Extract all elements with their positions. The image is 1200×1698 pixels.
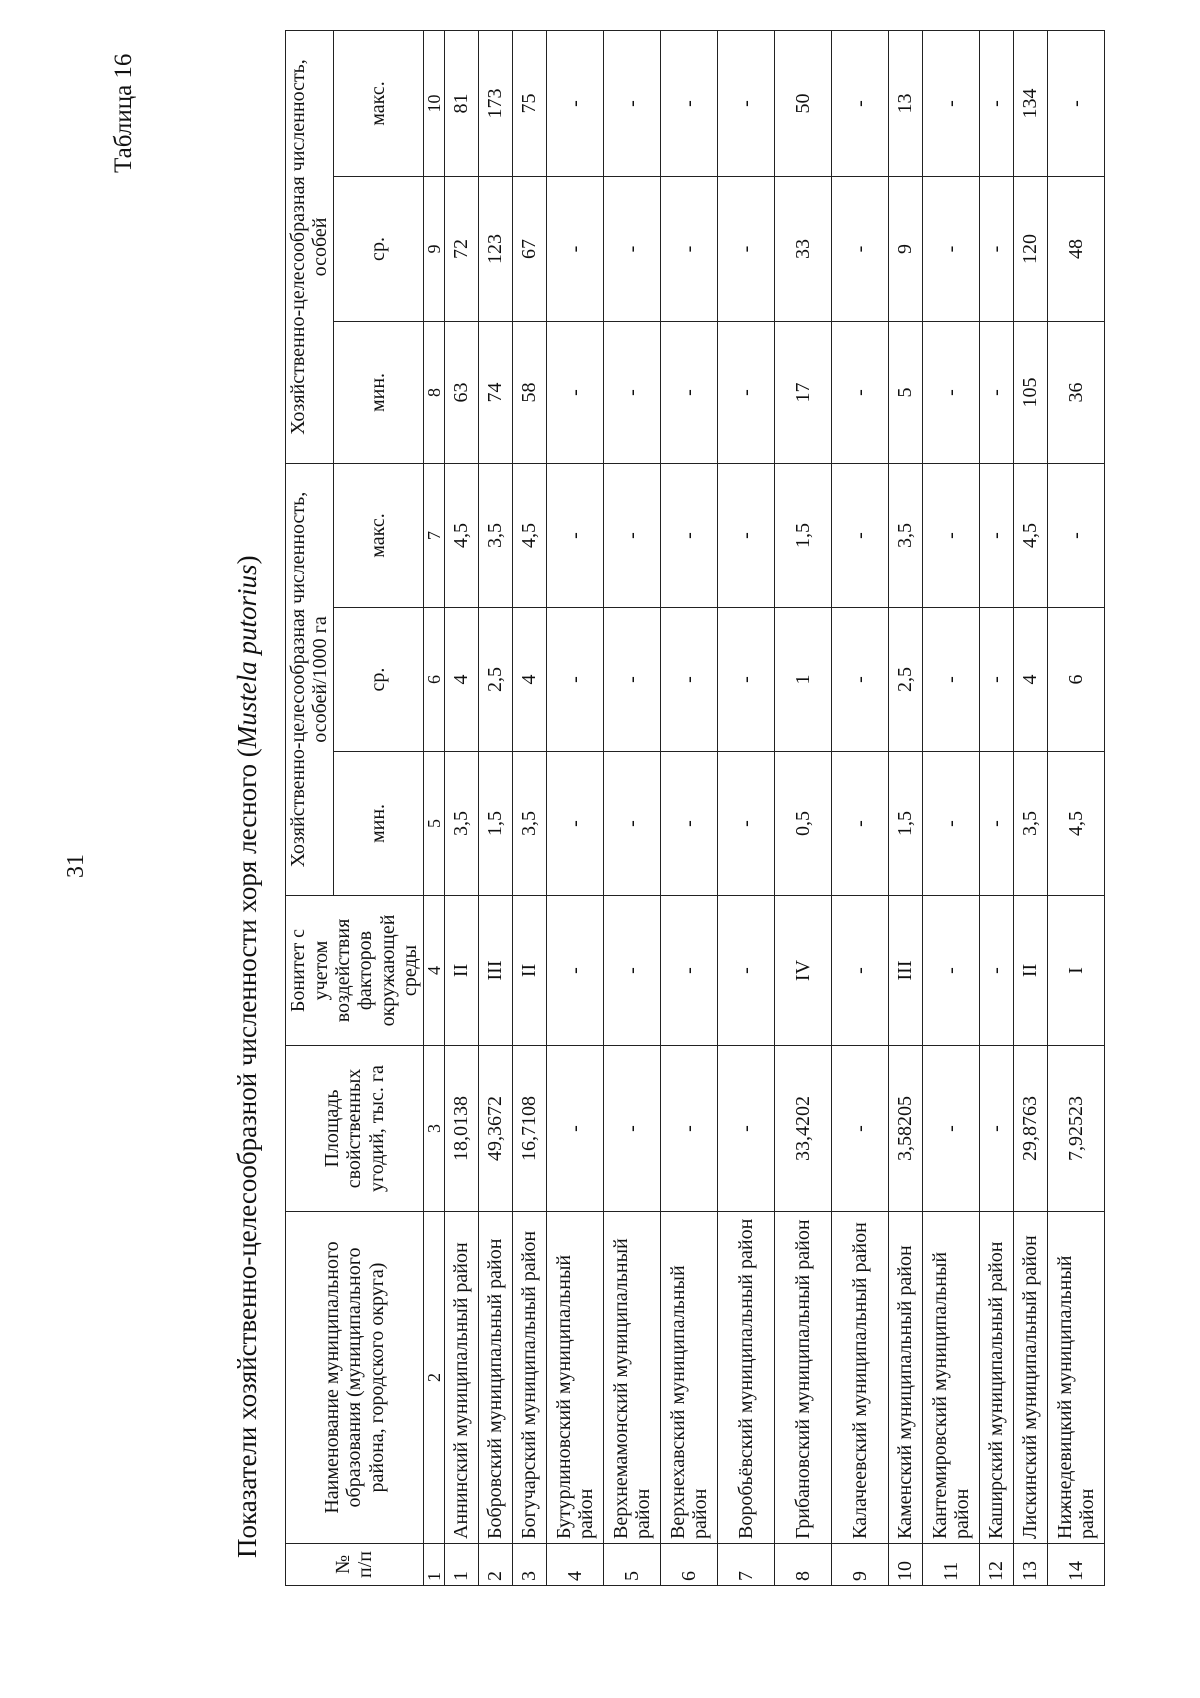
- row-count-max: -: [546, 30, 603, 176]
- row-bonitet: I: [1047, 896, 1104, 1046]
- row-bonitet: -: [922, 896, 979, 1046]
- row-density-min: -: [717, 752, 774, 896]
- row-density-avg: 1: [774, 608, 831, 752]
- column-number: 8: [423, 321, 444, 463]
- row-number: 2: [478, 1544, 512, 1586]
- row-area: -: [660, 1046, 717, 1212]
- row-bonitet: III: [478, 896, 512, 1046]
- title-suffix: ): [232, 555, 262, 565]
- table-title: [232, 18, 263, 1558]
- row-density-min: -: [546, 752, 603, 896]
- row-density-max: -: [922, 463, 979, 607]
- row-count-min: -: [660, 321, 717, 463]
- row-count-min: 17: [774, 321, 831, 463]
- row-density-max: -: [660, 463, 717, 607]
- row-number: 13: [1013, 1544, 1047, 1586]
- row-density-avg: 6: [1047, 608, 1104, 752]
- row-name: Каменский муниципальный район: [888, 1212, 922, 1544]
- row-number: 9: [831, 1544, 888, 1586]
- row-area: -: [603, 1046, 660, 1212]
- header-count-group: Хозяйственно-целесообразная численность, особей: [286, 30, 334, 463]
- header-area: Площадь свойственных угодий, тыс. га: [286, 1046, 424, 1212]
- title-latin: Mustela putorius: [232, 564, 262, 749]
- row-count-max: 81: [444, 30, 478, 176]
- page-number: 31: [63, 854, 89, 878]
- row-count-max: 75: [512, 30, 546, 176]
- row-name: Нижнедевицкий муниципальный район: [1047, 1212, 1104, 1544]
- header-density-avg: ср.: [333, 608, 423, 752]
- row-count-avg: 123: [478, 176, 512, 321]
- table-row: [831, 30, 888, 1585]
- row-number: 6: [660, 1544, 717, 1586]
- row-area: 18,0138: [444, 1046, 478, 1212]
- row-count-max: 173: [478, 30, 512, 176]
- row-count-min: 105: [1013, 321, 1047, 463]
- row-density-max: -: [979, 463, 1013, 607]
- row-density-avg: -: [660, 608, 717, 752]
- row-density-avg: 4: [512, 608, 546, 752]
- row-number: 3: [512, 1544, 546, 1586]
- row-density-max: -: [831, 463, 888, 607]
- row-count-max: -: [717, 30, 774, 176]
- table-row: [478, 30, 512, 1585]
- header-density-max: макс.: [333, 463, 423, 607]
- row-count-avg: -: [546, 176, 603, 321]
- header-count-avg: ср.: [333, 176, 423, 321]
- column-number-row: [423, 30, 444, 1585]
- row-count-avg: -: [979, 176, 1013, 321]
- row-count-avg: 67: [512, 176, 546, 321]
- header-name: Наименование муниципального образования (муниципального района, городского округа): [286, 1212, 424, 1544]
- row-name: Грибановский муниципальный район: [774, 1212, 831, 1544]
- row-count-min: 63: [444, 321, 478, 463]
- row-number: 4: [546, 1544, 603, 1586]
- row-bonitet: -: [717, 896, 774, 1046]
- row-density-min: -: [922, 752, 979, 896]
- column-number: 10: [423, 30, 444, 176]
- row-name: Бобровский муниципальный район: [478, 1212, 512, 1544]
- table-row: [1013, 30, 1047, 1585]
- column-number: 6: [423, 608, 444, 752]
- row-bonitet: II: [444, 896, 478, 1046]
- row-count-min: -: [717, 321, 774, 463]
- header-density-min: мин.: [333, 752, 423, 896]
- row-bonitet: -: [979, 896, 1013, 1046]
- column-number: 2: [423, 1212, 444, 1544]
- row-density-max: -: [1047, 463, 1104, 607]
- row-density-max: 1,5: [774, 463, 831, 607]
- row-count-max: -: [922, 30, 979, 176]
- row-bonitet: -: [831, 896, 888, 1046]
- row-count-max: 50: [774, 30, 831, 176]
- row-count-avg: 9: [888, 176, 922, 321]
- table-row: [774, 30, 831, 1585]
- row-density-min: -: [831, 752, 888, 896]
- row-count-min: 74: [478, 321, 512, 463]
- row-density-min: 4,5: [1047, 752, 1104, 896]
- row-density-min: 3,5: [444, 752, 478, 896]
- table-row: [444, 30, 478, 1585]
- table-row: [1047, 30, 1104, 1585]
- row-density-max: 4,5: [1013, 463, 1047, 607]
- table-row: [660, 30, 717, 1585]
- row-bonitet: -: [546, 896, 603, 1046]
- row-bonitet: II: [512, 896, 546, 1046]
- row-number: 11: [922, 1544, 979, 1586]
- row-density-avg: 2,5: [888, 608, 922, 752]
- row-density-avg: -: [979, 608, 1013, 752]
- row-name: Бутурлиновский муниципальный район: [546, 1212, 603, 1544]
- table-row: [888, 30, 922, 1585]
- row-count-min: -: [603, 321, 660, 463]
- row-name: Богучарский муниципальный район: [512, 1212, 546, 1544]
- row-count-max: 134: [1013, 30, 1047, 176]
- row-density-avg: 4: [1013, 608, 1047, 752]
- row-count-avg: -: [660, 176, 717, 321]
- row-count-max: 13: [888, 30, 922, 176]
- row-count-min: -: [979, 321, 1013, 463]
- title-prefix: Показатели хозяйственно-целесообразной численности хоря лесного (: [232, 748, 262, 1558]
- row-area: -: [922, 1046, 979, 1212]
- table-row: [717, 30, 774, 1585]
- row-bonitet: IV: [774, 896, 831, 1046]
- row-name: Аннинский муниципальный район: [444, 1212, 478, 1544]
- row-density-min: -: [660, 752, 717, 896]
- column-number: 7: [423, 463, 444, 607]
- column-number: 4: [423, 896, 444, 1046]
- row-density-min: 3,5: [1013, 752, 1047, 896]
- row-name: Кантемировский муниципальный район: [922, 1212, 979, 1544]
- row-number: 7: [717, 1544, 774, 1586]
- table-row: [512, 30, 546, 1585]
- row-density-max: 4,5: [444, 463, 478, 607]
- column-number: 1: [423, 1544, 444, 1586]
- row-number: 12: [979, 1544, 1013, 1586]
- row-density-max: -: [603, 463, 660, 607]
- table-row: [546, 30, 603, 1585]
- row-area: 3,58205: [888, 1046, 922, 1212]
- row-area: -: [717, 1046, 774, 1212]
- row-count-max: -: [603, 30, 660, 176]
- header-number: № п/п: [286, 1544, 424, 1586]
- table-row: [922, 30, 979, 1585]
- row-density-min: -: [979, 752, 1013, 896]
- row-count-avg: -: [831, 176, 888, 321]
- row-density-max: -: [546, 463, 603, 607]
- row-number: 1: [444, 1544, 478, 1586]
- row-number: 8: [774, 1544, 831, 1586]
- table-row: [979, 30, 1013, 1585]
- row-area: 49,3672: [478, 1046, 512, 1212]
- table-row: [603, 30, 660, 1585]
- row-number: 10: [888, 1544, 922, 1586]
- row-name: Воробьёвский муниципальный район: [717, 1212, 774, 1544]
- row-count-avg: 72: [444, 176, 478, 321]
- row-area: 29,8763: [1013, 1046, 1047, 1212]
- row-area: -: [831, 1046, 888, 1212]
- row-bonitet: III: [888, 896, 922, 1046]
- row-count-min: 5: [888, 321, 922, 463]
- row-area: -: [979, 1046, 1013, 1212]
- header-density-group: Хозяйственно-целесообразная численность, особей/1000 га: [286, 463, 334, 895]
- row-count-min: -: [831, 321, 888, 463]
- data-table: [285, 30, 1105, 1586]
- column-number: 5: [423, 752, 444, 896]
- row-density-avg: -: [831, 608, 888, 752]
- row-name: Верхнемамонский муниципальный район: [603, 1212, 660, 1544]
- row-number: 5: [603, 1544, 660, 1586]
- table-label: Таблица 16: [110, 53, 137, 173]
- row-density-min: 1,5: [478, 752, 512, 896]
- row-count-min: 36: [1047, 321, 1104, 463]
- row-density-avg: -: [717, 608, 774, 752]
- row-density-avg: -: [922, 608, 979, 752]
- row-count-max: -: [831, 30, 888, 176]
- row-density-max: 3,5: [888, 463, 922, 607]
- row-count-max: -: [979, 30, 1013, 176]
- row-count-max: -: [660, 30, 717, 176]
- row-count-avg: -: [603, 176, 660, 321]
- header-count-max: макс.: [333, 30, 423, 176]
- row-area: 33,4202: [774, 1046, 831, 1212]
- row-count-avg: -: [922, 176, 979, 321]
- row-density-avg: 4: [444, 608, 478, 752]
- row-count-max: -: [1047, 30, 1104, 176]
- row-count-min: 58: [512, 321, 546, 463]
- row-name: Калачеевский муниципальный район: [831, 1212, 888, 1544]
- header-count-min: мин.: [333, 321, 423, 463]
- row-area: -: [546, 1046, 603, 1212]
- row-density-min: 0,5: [774, 752, 831, 896]
- row-count-avg: 120: [1013, 176, 1047, 321]
- row-name: Каширский муниципальный район: [979, 1212, 1013, 1544]
- row-density-min: 1,5: [888, 752, 922, 896]
- row-density-max: -: [717, 463, 774, 607]
- row-count-avg: 48: [1047, 176, 1104, 321]
- row-bonitet: II: [1013, 896, 1047, 1046]
- row-bonitet: -: [603, 896, 660, 1046]
- row-name: Лискинский муниципальный район: [1013, 1212, 1047, 1544]
- row-count-min: -: [922, 321, 979, 463]
- header-bonitet: Бонитет с учетом воздействия факторов окружающей среды: [286, 896, 424, 1046]
- row-density-avg: -: [546, 608, 603, 752]
- row-area: 16,7108: [512, 1046, 546, 1212]
- row-density-avg: 2,5: [478, 608, 512, 752]
- column-number: 3: [423, 1046, 444, 1212]
- row-name: Верхнехавский муниципальный район: [660, 1212, 717, 1544]
- row-count-avg: 33: [774, 176, 831, 321]
- row-count-min: -: [546, 321, 603, 463]
- row-density-max: 3,5: [478, 463, 512, 607]
- row-count-avg: -: [717, 176, 774, 321]
- row-density-avg: -: [603, 608, 660, 752]
- row-number: 14: [1047, 1544, 1104, 1586]
- row-area: 7,92523: [1047, 1046, 1104, 1212]
- row-bonitet: -: [660, 896, 717, 1046]
- row-density-min: -: [603, 752, 660, 896]
- row-density-min: 3,5: [512, 752, 546, 896]
- row-density-max: 4,5: [512, 463, 546, 607]
- column-number: 9: [423, 176, 444, 321]
